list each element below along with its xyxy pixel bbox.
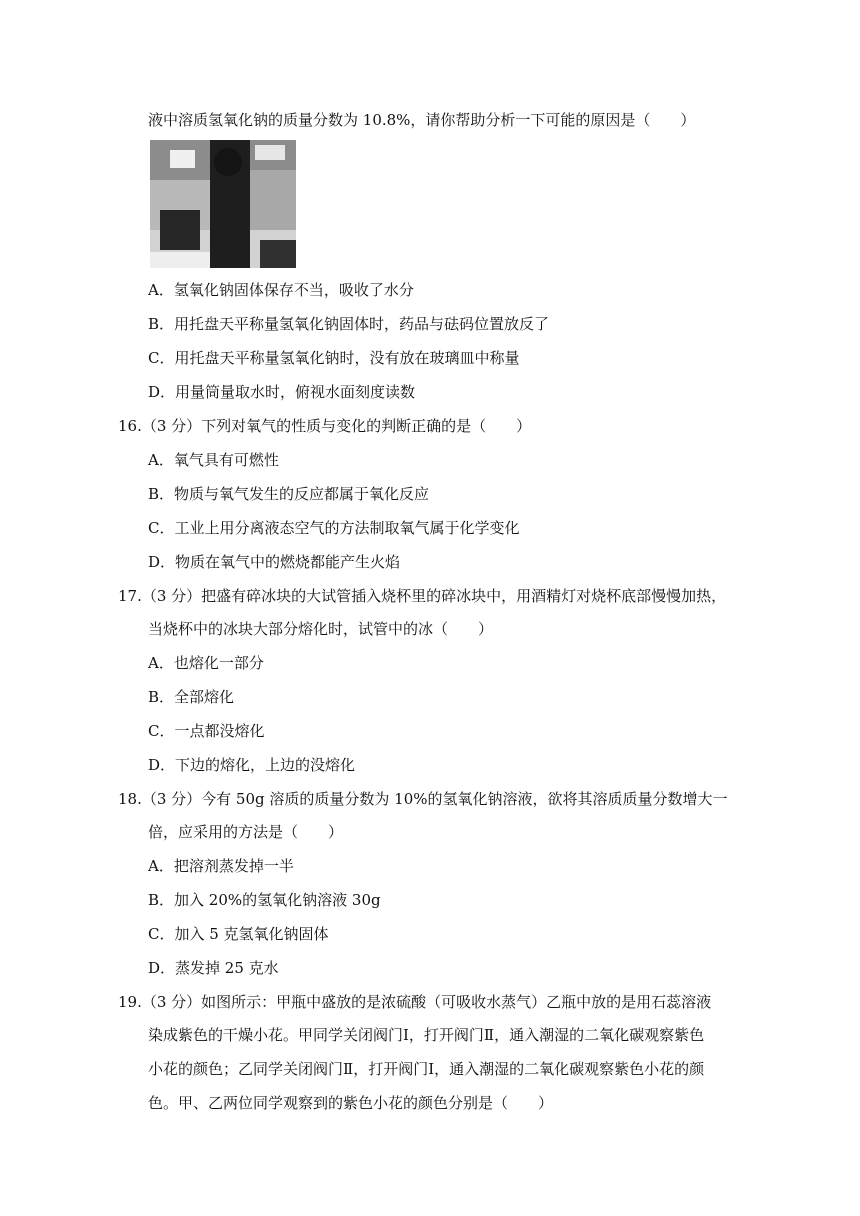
q19-stem-line1: 19.（3 分）如图所示：甲瓶中盛放的是浓硫酸（可吸收水蒸气）乙瓶中放的是用石蕊溶液: [118, 993, 712, 1011]
q15-option-a: A．氢氧化钠固体保存不当，吸收了水分: [148, 281, 414, 299]
q18-option-c: C．加入 5 克氢氧化钠固体: [148, 925, 329, 943]
q18-option-b: B．加入 20%的氢氧化钠溶液 30g: [148, 891, 381, 909]
q15-option-b: B．用托盘天平称量氢氧化钠固体时，药品与砝码位置放反了: [148, 315, 550, 333]
q17-option-b: B．全部熔化: [148, 688, 235, 706]
q16-option-d: D．物质在氧气中的燃烧都能产生火焰: [148, 553, 401, 571]
q16-option-a: A．氧气具有可燃性: [148, 451, 279, 469]
q17-stem-line1: 17.（3 分）把盛有碎冰块的大试管插入烧杯里的碎冰块中，用酒精灯对烧杯底部慢慢加热，: [118, 587, 727, 605]
q15-option-d: D．用量筒量取水时，俯视水面刻度读数: [148, 383, 416, 401]
q18-option-a: A．把溶剂蒸发掉一半: [148, 857, 294, 875]
q17-option-a: A．也熔化一部分: [148, 654, 264, 672]
q15-option-c: C．用托盘天平称量氢氧化钠时，没有放在玻璃皿中称量: [148, 349, 520, 367]
photo-image: [150, 140, 296, 268]
q15-stem-continuation: 液中溶质氢氧化钠的质量分数为 10.8%，请你帮助分析一下可能的原因是（ ）: [148, 111, 696, 129]
q18-stem-line1: 18.（3 分）今有 50g 溶质的质量分数为 10%的氢氧化钠溶液，欲将其溶质质量分数增大一: [118, 790, 728, 808]
q17-stem-line2: 当烧杯中的冰块大部分熔化时，试管中的冰（ ）: [148, 620, 494, 638]
q17-option-d: D．下边的熔化，上边的没熔化: [148, 756, 356, 774]
q19-stem-line2: 染成紫色的干燥小花。甲同学关闭阀门Ⅰ，打开阀门Ⅱ，通入潮湿的二氧化碳观察紫色: [148, 1026, 705, 1044]
q16-option-b: B．物质与氧气发生的反应都属于氧化反应: [148, 485, 430, 503]
experiment-photo: [150, 140, 296, 268]
q19-stem-line3: 小花的颜色；乙同学关闭阀门Ⅱ，打开阀门Ⅰ，通入潮湿的二氧化碳观察紫色小花的颜: [148, 1060, 705, 1078]
q16-stem: 16.（3 分）下列对氧气的性质与变化的判断正确的是（ ）: [118, 417, 532, 435]
q18-option-d: D．蒸发掉 25 克水: [148, 959, 279, 977]
q16-option-c: C．工业上用分离液态空气的方法制取氧气属于化学变化: [148, 519, 520, 537]
q19-stem-line4: 色。甲、乙两位同学观察到的紫色小花的颜色分别是（ ）: [148, 1094, 554, 1112]
q17-option-c: C．一点都没熔化: [148, 722, 265, 740]
q18-stem-line2: 倍，应采用的方法是（ ）: [148, 823, 344, 841]
